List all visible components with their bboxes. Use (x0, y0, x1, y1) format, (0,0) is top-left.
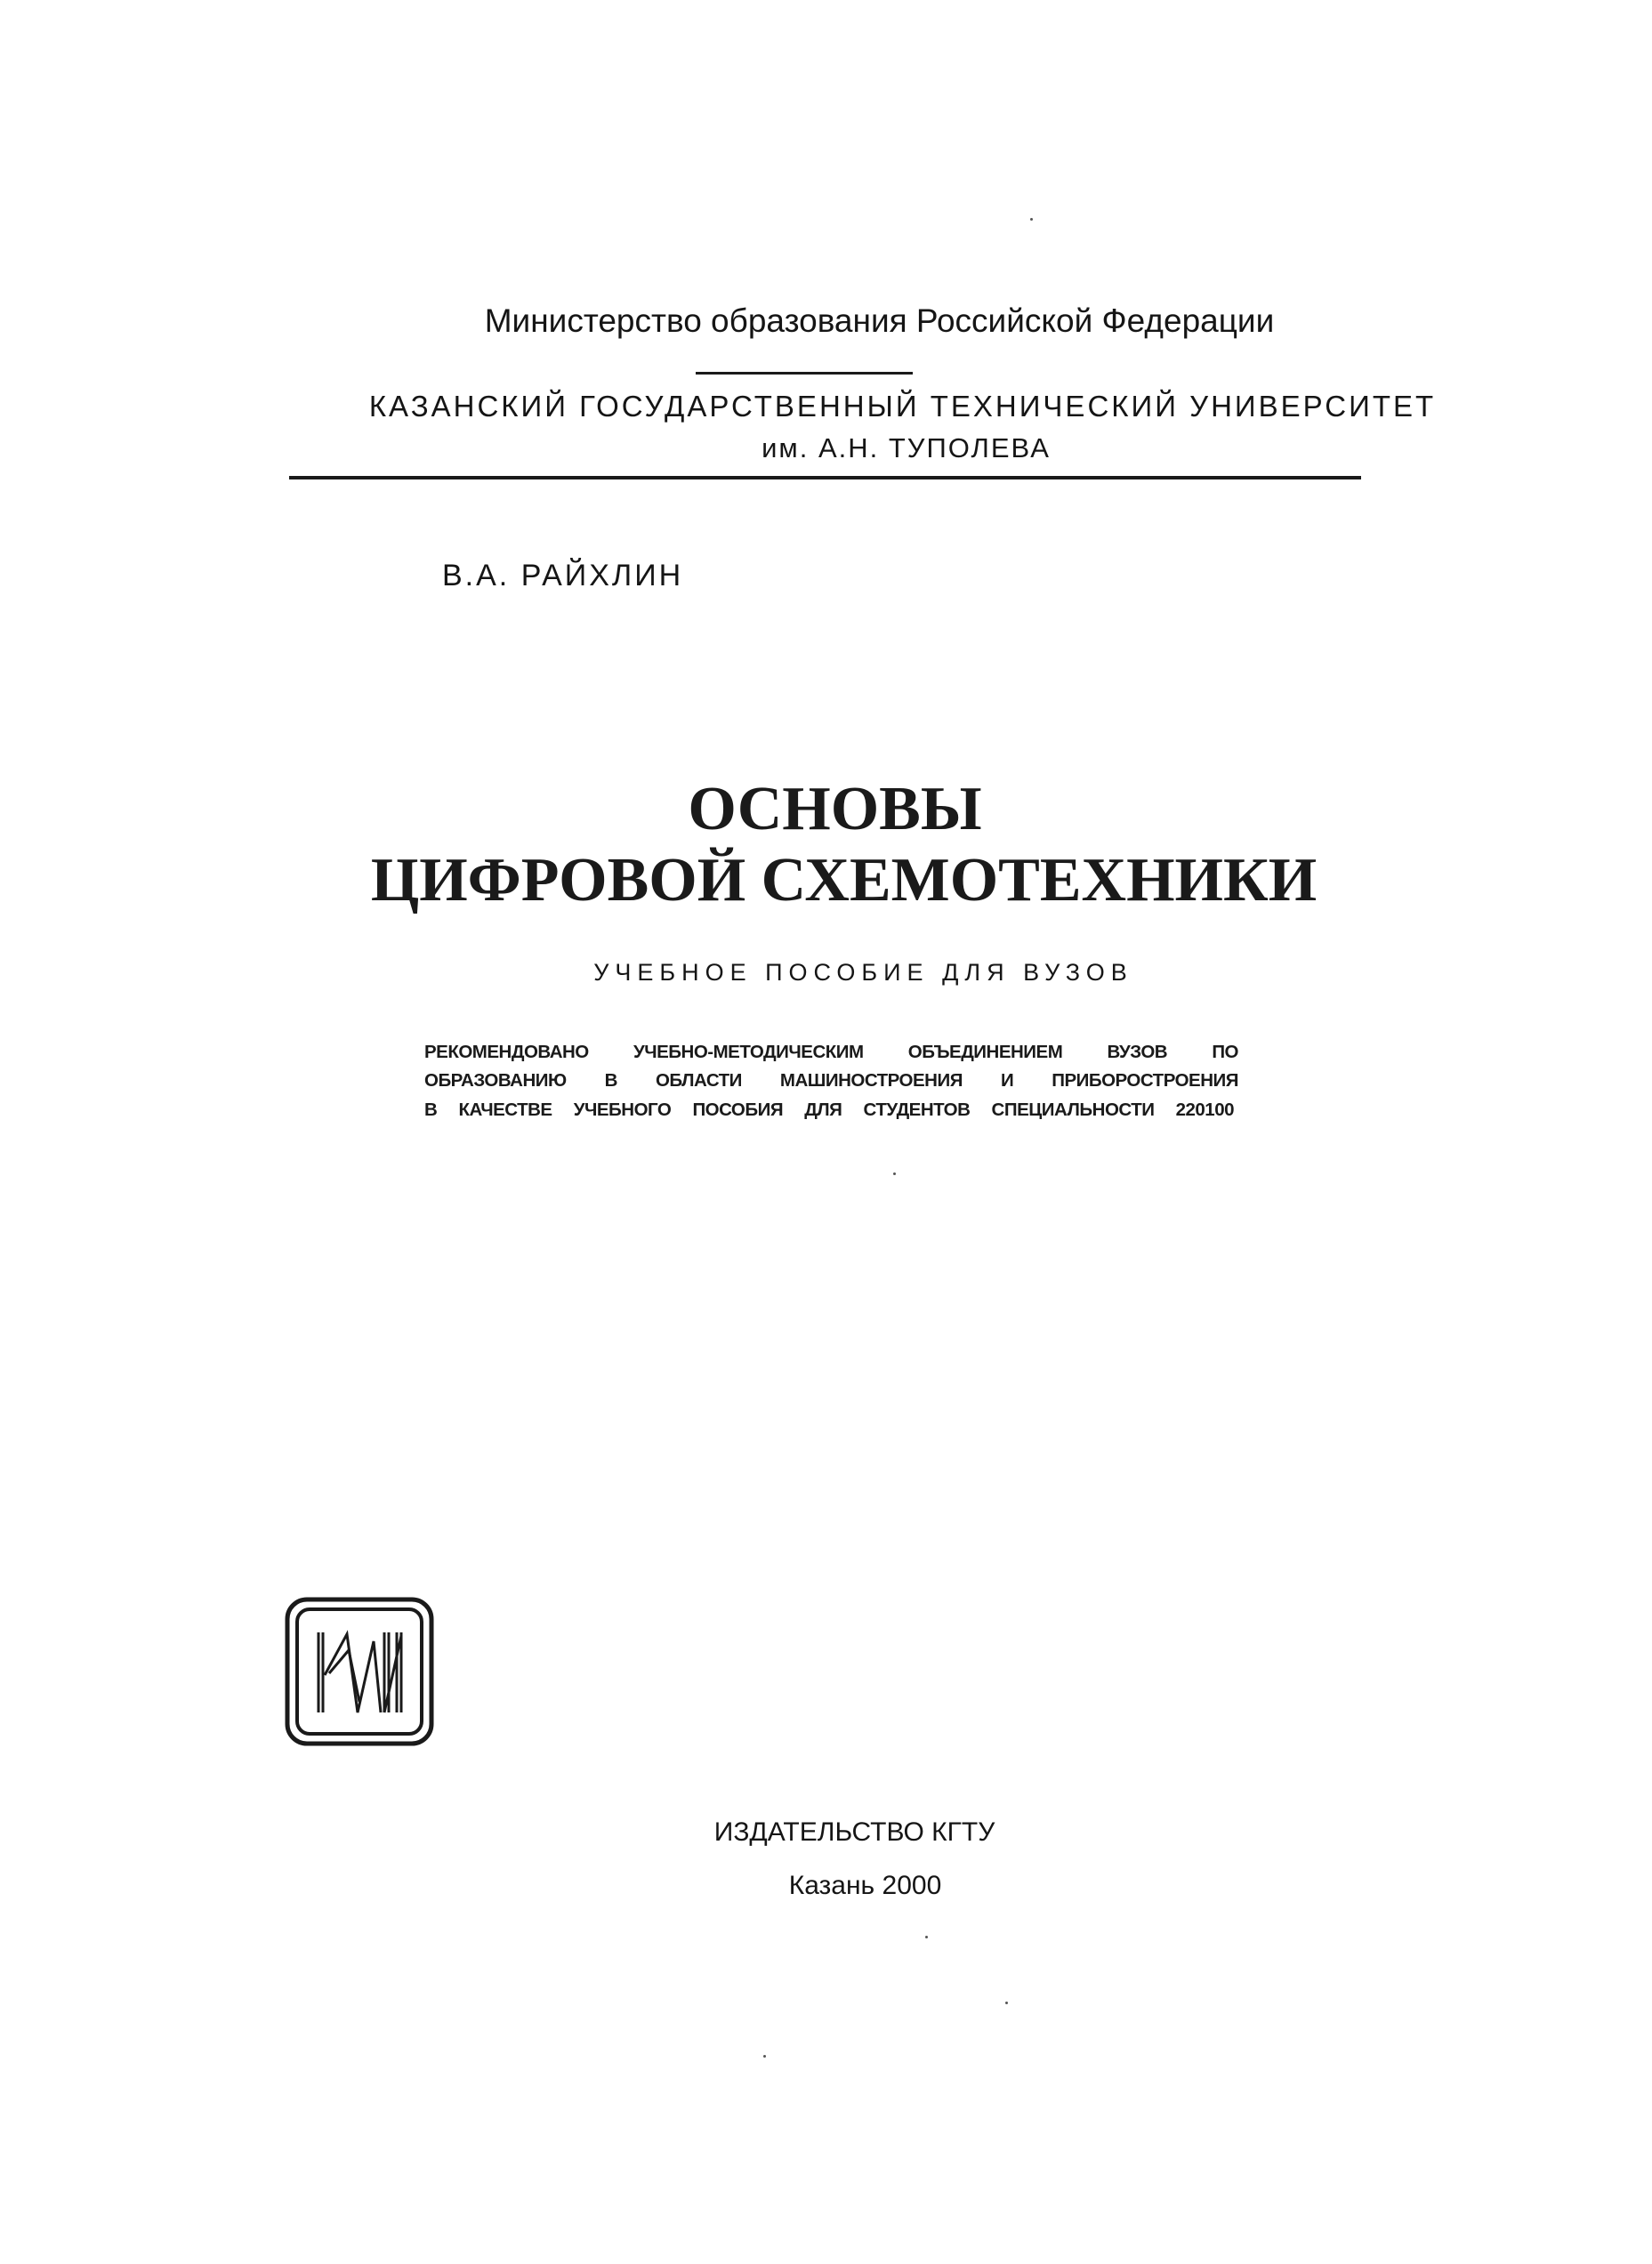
recommendation-line-1: РЕКОМЕНДОВАНО УЧЕБНО-МЕТОДИЧЕСКИМ ОБЪЕДИНЕНИЕМ ВУЗОВ ПО (424, 1042, 1238, 1062)
book-title-line-2: ЦИФРОВОЙ СХЕМОТЕХНИКИ (370, 846, 1318, 914)
scan-speck (1005, 2002, 1008, 2004)
author-name: В.А. РАЙХЛИН (442, 559, 684, 592)
ministry-divider (696, 372, 913, 375)
scan-speck (925, 1936, 928, 1938)
university-dedication: им. А.Н. ТУПОЛЕВА (762, 432, 1051, 463)
scan-speck (763, 2055, 766, 2058)
header-divider (289, 476, 1361, 479)
recommendation-line-2: ОБРАЗОВАНИЮ В ОБЛАСТИ МАШИНОСТРОЕНИЯ И ПРИБОРОСТРОЕНИЯ (424, 1070, 1238, 1091)
book-title-line-1: ОСНОВЫ (688, 775, 982, 843)
recommendation-line-3: В КАЧЕСТВЕ УЧЕБНОГО ПОСОБИЯ ДЛЯ СТУДЕНТОВ СПЕЦИАЛЬНОСТИ 220100 (424, 1100, 1234, 1120)
kai-emblem-icon (285, 1597, 434, 1746)
ministry-name: Министерство образования Российской Федерации (484, 302, 1275, 339)
scan-speck (1030, 218, 1033, 221)
university-name: КАЗАНСКИЙ ГОСУДАРСТВЕННЫЙ ТЕХНИЧЕСКИЙ УНИВЕРСИТЕТ (368, 390, 1437, 423)
publisher-name: ИЗДАТЕЛЬСТВО КГТУ (713, 1817, 995, 1847)
book-subtitle: УЧЕБНОЕ ПОСОБИЕ ДЛЯ ВУЗОВ (593, 959, 1133, 986)
scan-speck (893, 1172, 896, 1175)
publication-city-year: Казань 2000 (788, 1871, 942, 1900)
